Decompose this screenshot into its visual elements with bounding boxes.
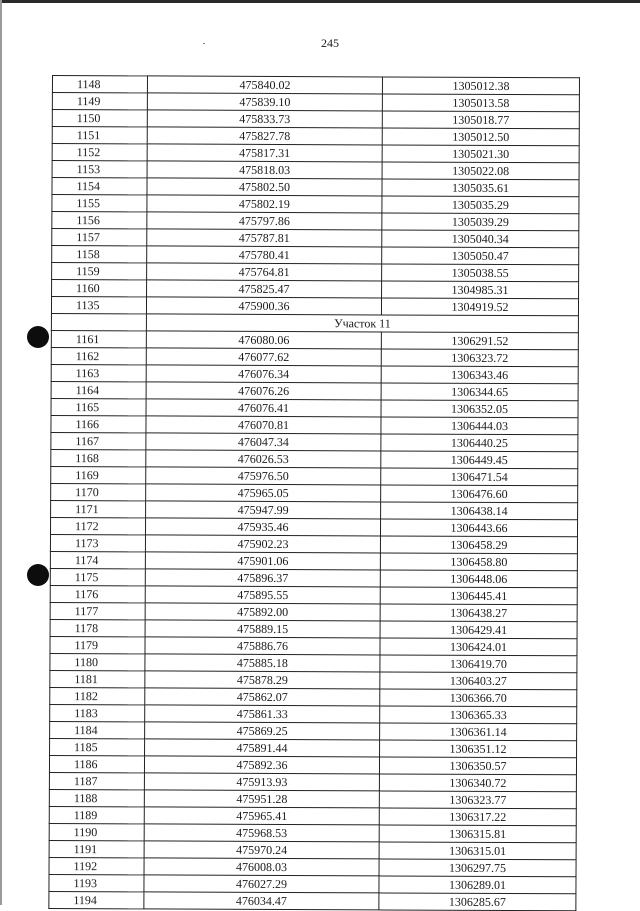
y-coordinate-cell: 1306315.81 [379,825,576,843]
x-coordinate-cell: 475797.86 [147,212,382,230]
x-coordinate-cell: 475965.41 [144,807,379,825]
x-coordinate-cell: 475764.81 [147,263,382,281]
x-coordinate-cell: 475818.03 [147,161,382,179]
x-coordinate-cell: 475935.46 [145,518,380,536]
point-number-cell: 1173 [50,534,145,551]
x-coordinate-cell: 476034.47 [144,892,379,910]
y-coordinate-cell: 1306323.72 [381,349,578,367]
point-number-cell: 1156 [52,212,147,229]
y-coordinate-cell: 1306285.67 [379,893,576,911]
x-coordinate-cell: 475878.29 [145,671,380,689]
y-coordinate-cell: 1306445.41 [380,587,577,605]
table-row [49,891,576,910]
x-coordinate-cell: 475891.44 [145,739,380,757]
point-number-cell: 1164 [51,381,146,398]
y-coordinate-cell: 1306351.12 [380,740,577,758]
y-coordinate-cell: 1305038.55 [382,264,579,282]
y-coordinate-cell: 1305012.50 [382,128,579,146]
x-coordinate-cell: 476076.26 [146,382,381,400]
y-coordinate-cell: 1305021.30 [382,145,579,163]
x-coordinate-cell: 475892.00 [145,603,380,621]
x-coordinate-cell: 475892.36 [144,756,379,774]
x-coordinate-cell: 475965.05 [146,484,381,502]
point-number-cell: 1172 [50,517,145,534]
x-coordinate-cell: 475802.50 [147,178,382,196]
x-coordinate-cell: 475802.19 [147,195,382,213]
point-number-cell: 1184 [50,721,145,738]
point-number-cell: 1179 [50,636,145,653]
y-coordinate-cell: 1306476.60 [381,485,578,503]
point-number-cell: 1169 [51,466,146,483]
y-coordinate-cell: 1305013.58 [382,94,579,112]
y-coordinate-cell: 1306403.27 [380,672,577,690]
point-number-cell: 1183 [50,704,145,721]
point-number-cell: 1175 [50,568,145,585]
x-coordinate-cell: 475951.28 [144,790,379,808]
x-coordinate-cell: 475869.25 [145,722,380,740]
point-number-cell: 1155 [52,195,147,212]
point-number-cell: 1192 [49,857,144,874]
point-number-cell: 1177 [50,602,145,619]
y-coordinate-cell: 1305012.38 [382,77,579,95]
scan-left-edge [0,0,2,905]
x-coordinate-cell: 475896.37 [145,569,380,587]
point-number-cell: 1194 [49,891,144,908]
punch-hole-lower [27,564,49,586]
point-number-cell: 1185 [50,738,145,755]
y-coordinate-cell: 1306458.29 [380,536,577,554]
point-number-cell: 1153 [52,161,147,178]
y-coordinate-cell: 1306350.57 [379,757,576,775]
y-coordinate-cell: 1306429.41 [380,621,577,639]
y-coordinate-cell: 1306361.14 [380,723,577,741]
point-number-cell: 1150 [52,110,147,127]
y-coordinate-cell: 1305022.08 [382,162,579,180]
point-number-cell: 1186 [49,755,144,772]
point-number-cell: 1148 [52,76,147,93]
table-body-part-1 [51,76,579,316]
point-number-cell: 1160 [52,280,147,297]
y-coordinate-cell: 1306365.33 [380,706,577,724]
y-coordinate-cell: 1306449.45 [381,451,578,469]
point-number-cell: 1157 [52,229,147,246]
x-coordinate-cell: 475895.55 [145,586,380,604]
x-coordinate-cell: 475913.93 [144,773,379,791]
y-coordinate-cell: 1306438.14 [381,502,578,520]
y-coordinate-cell: 1306471.54 [381,468,578,486]
y-coordinate-cell: 1306458.80 [380,553,577,571]
section-title: Участок 11 [146,314,578,333]
x-coordinate-cell: 475833.73 [147,110,382,128]
section-empty-cell [51,313,146,330]
x-coordinate-cell: 475825.47 [147,280,382,298]
x-coordinate-cell: 475862.07 [145,688,380,706]
point-number-cell: 1159 [52,263,147,280]
x-coordinate-cell: 475861.33 [145,705,380,723]
point-number-cell: 1182 [50,687,145,704]
x-coordinate-cell: 476026.53 [146,450,381,468]
x-coordinate-cell: 475968.53 [144,824,379,842]
x-coordinate-cell: 476047.34 [146,433,381,451]
point-number-cell: 1151 [52,127,147,144]
point-number-cell: 1152 [52,144,147,161]
x-coordinate-cell: 475840.02 [147,76,382,94]
y-coordinate-cell: 1306440.25 [381,434,578,452]
x-coordinate-cell: 475886.76 [145,637,380,655]
y-coordinate-cell: 1306444.03 [381,417,578,435]
point-number-cell: 1154 [52,178,147,195]
point-number-cell: 1166 [51,415,146,432]
point-number-cell: 1170 [51,483,146,500]
y-coordinate-cell: 1306291.52 [381,332,578,350]
y-coordinate-cell: 1305050.47 [382,247,579,265]
x-coordinate-cell: 475827.78 [147,127,382,145]
x-coordinate-cell: 475947.99 [146,501,381,519]
point-number-cell: 1161 [51,330,146,347]
punch-hole-upper [27,326,49,348]
point-number-cell: 1162 [51,347,146,364]
point-number-cell: 1174 [50,551,145,568]
x-coordinate-cell: 475839.10 [147,93,382,111]
y-coordinate-cell: 1306352.05 [381,400,578,418]
y-coordinate-cell: 1306443.66 [380,519,577,537]
y-coordinate-cell: 1306289.01 [379,876,576,894]
point-number-cell: 1149 [52,93,147,110]
x-coordinate-cell: 476077.62 [146,348,381,366]
point-number-cell: 1168 [51,449,146,466]
point-number-cell: 1167 [51,432,146,449]
point-number-cell: 1193 [49,874,144,891]
x-coordinate-cell: 475970.24 [144,841,379,859]
point-number-cell: 1180 [50,653,145,670]
point-number-cell: 1158 [52,246,147,263]
y-coordinate-cell: 1306424.01 [380,638,577,656]
x-coordinate-cell: 475976.50 [146,467,381,485]
y-coordinate-cell: 1306344.65 [381,383,578,401]
x-coordinate-cell: 475902.23 [145,535,380,553]
point-number-cell: 1135 [51,297,146,314]
page-number: 245 [321,36,339,50]
x-coordinate-cell: 475901.06 [145,552,380,570]
point-number-cell: 1171 [51,500,146,517]
x-coordinate-cell: 475885.18 [145,654,380,672]
x-coordinate-cell: 476008.03 [144,858,379,876]
y-coordinate-cell: 1304985.31 [382,281,579,299]
y-coordinate-cell: 1306419.70 [380,655,577,673]
x-coordinate-cell: 475817.31 [147,144,382,162]
point-number-cell: 1181 [50,670,145,687]
x-coordinate-cell: 475780.41 [147,246,382,264]
point-number-cell: 1163 [51,364,146,381]
scan-speck [203,43,205,44]
point-number-cell: 1178 [50,619,145,636]
y-coordinate-cell: 1306323.77 [379,791,576,809]
y-coordinate-cell: 1305040.34 [382,230,579,248]
point-number-cell: 1187 [49,772,144,789]
table-body-part-2 [49,330,579,910]
point-number-cell: 1165 [51,398,146,415]
y-coordinate-cell: 1304919.52 [381,298,578,316]
y-coordinate-cell: 1305035.61 [382,179,579,197]
x-coordinate-cell: 475889.15 [145,620,380,638]
y-coordinate-cell: 1306315.01 [379,842,576,860]
point-number-cell: 1190 [49,823,144,840]
point-number-cell: 1176 [50,585,145,602]
x-coordinate-cell: 475900.36 [146,297,381,315]
coordinates-table [48,75,580,911]
y-coordinate-cell: 1306297.75 [379,859,576,877]
x-coordinate-cell: 476080.06 [146,331,381,349]
y-coordinate-cell: 1306366.70 [380,689,577,707]
x-coordinate-cell: 476070.81 [146,416,381,434]
x-coordinate-cell: 476076.41 [146,399,381,417]
x-coordinate-cell: 475787.81 [147,229,382,247]
x-coordinate-cell: 476027.29 [144,875,379,893]
point-number-cell: 1191 [49,840,144,857]
point-number-cell: 1188 [49,789,144,806]
y-coordinate-cell: 1306317.22 [379,808,576,826]
y-coordinate-cell: 1306448.06 [380,570,577,588]
point-number-cell: 1189 [49,806,144,823]
y-coordinate-cell: 1306343.46 [381,366,578,384]
y-coordinate-cell: 1305035.29 [382,196,579,214]
y-coordinate-cell: 1305039.29 [382,213,579,231]
x-coordinate-cell: 476076.34 [146,365,381,383]
y-coordinate-cell: 1306438.27 [380,604,577,622]
y-coordinate-cell: 1306340.72 [379,774,576,792]
scan-top-edge [0,0,640,3]
y-coordinate-cell: 1305018.77 [382,111,579,129]
